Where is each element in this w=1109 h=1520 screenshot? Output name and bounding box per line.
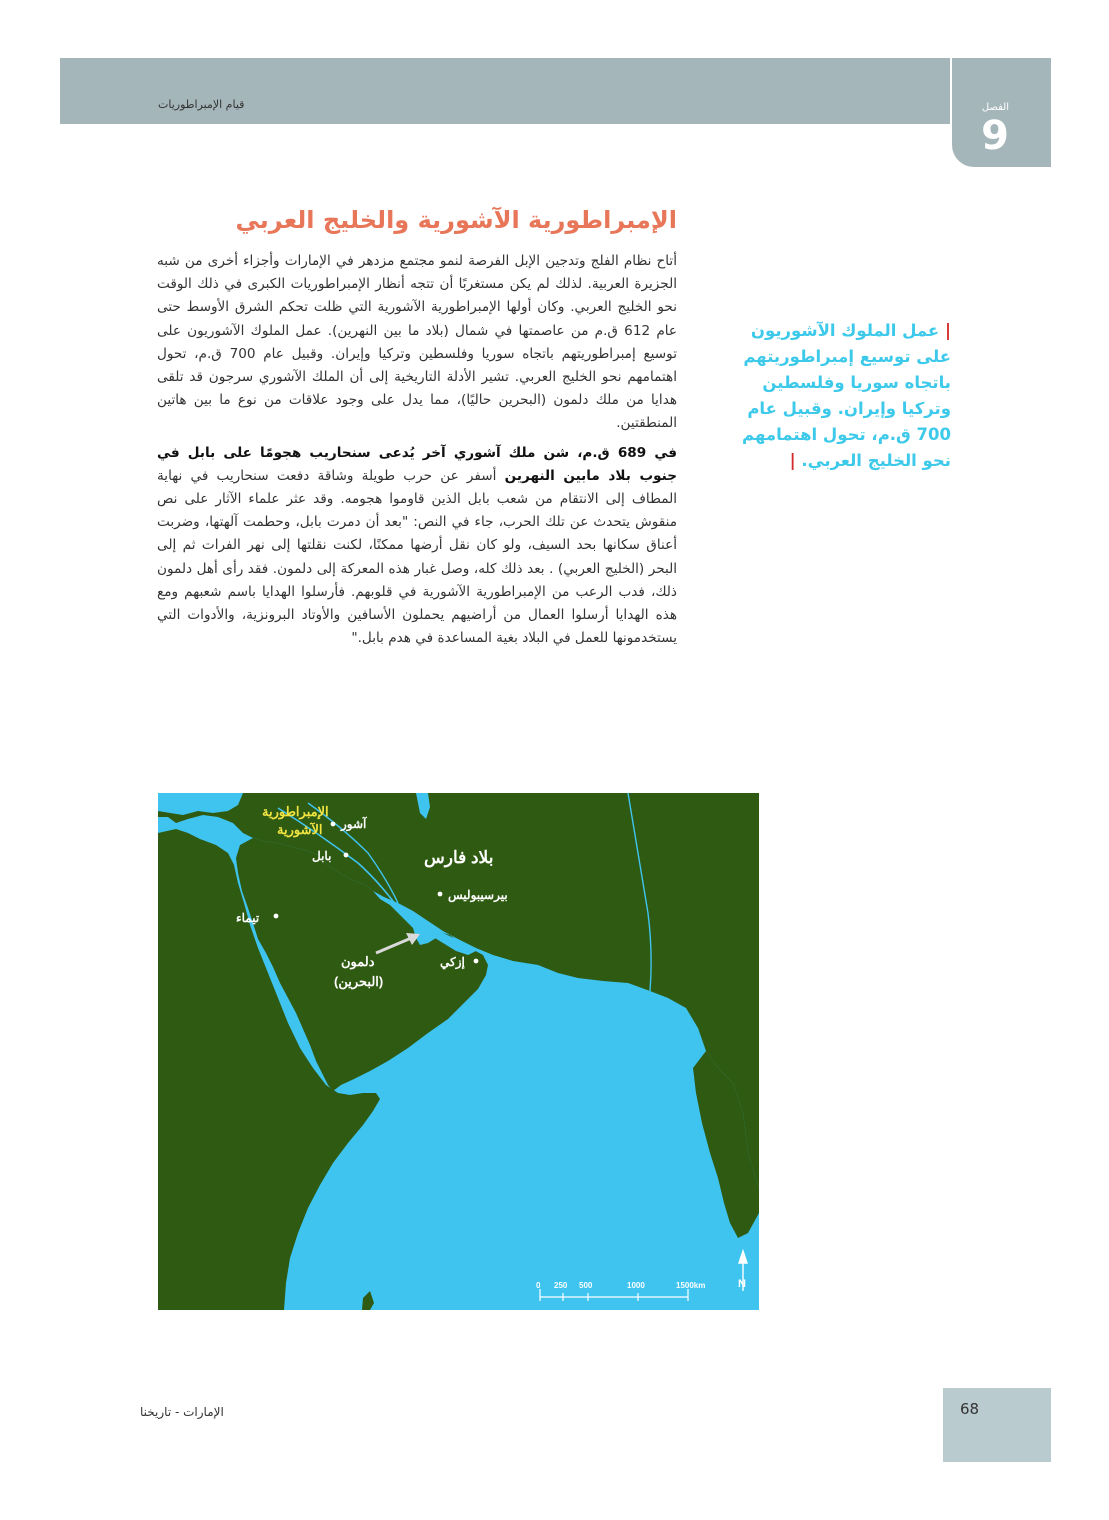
page-number: 68 bbox=[960, 1400, 980, 1418]
scale-label-1500km: 1500km bbox=[676, 1281, 706, 1290]
paragraph-1: أتاح نظام الفلج وتدجين الإبل الفرصة لنمو مجتمع مزدهر في الإمارات وأجزاء أخرى من شبه الجزيرة العربية. لذلك لم يكن مستغربًا أن تتجه أنظار الإمبراطوريات الكبرى في ذلك الوقت نحو الخليج العربي. وكان أولها الإمبراطورية الآشورية التي ظلت تحكم الشرق الأوسط حتى عام 612 ق.م من عاصمتها في شمال (بلاد ما بين النهرين). عمل الملوك الآشوريون على توسيع إمبراطوريتهم باتجاه سوريا وفلسطين وتركيا وإيران. وقبيل عام 700 ق.م، تحول اهتمامهم نحو الخليج العربي. تشير الأدلة التاريخية إلى أن الملك الآشوري سرجون قد تلقى هدايا من ملك دلمون (البحرين حاليًا)، مما يدل على وجود علاقات من نوع ما بين هاتين المنطقتين. bbox=[157, 253, 677, 432]
babylon-dot bbox=[344, 853, 349, 858]
running-header-title: قيام الإمبراطوريات bbox=[158, 98, 245, 111]
ashur-dot bbox=[331, 822, 336, 827]
side-note-bar-start: | bbox=[939, 321, 951, 340]
body-text bbox=[157, 250, 677, 656]
chapter-label: الفصل bbox=[981, 102, 1009, 113]
map-label-babylon: بابل bbox=[312, 849, 332, 863]
persepolis-dot bbox=[438, 892, 443, 897]
north-label: N bbox=[738, 1278, 746, 1290]
chapter-tab bbox=[952, 58, 1051, 167]
paragraph-2-rest: أسفر عن حرب طويلة وشاقة دفعت سنحاريب في نهاية المطاف إلى الانتقام من شعب بابل الذين قاوموا هجومه. وقد عثر علماء الآثار على نص منقوش يتحدث عن تلك الحرب، جاء في النص: "بعد أن دمرت بابل، وحطمت آلهتها، وضربت أعناق سكانها بحد السيف، ولو كان نقل أرضها ممكنًا، لكنت نقلتها إلى نهر الفرات ثم إلى البحر (الخليج العربي) . بعد ذلك كله، وصل غبار هذه المعركة إلى دلمون. فقد رأى أهل دلمون ذلك، فدب الرعب من الإمبراطورية الآشورية في قلوبهم. فأرسلوا الهدايا باسم شعبهم ومع هذه الهدايا أرسلوا العمال من أراضيهم يحملون الأسافين والأوتاد البرونزية، والأدوات التي يستخدمونها للعمل في البلاد بغية المساعدة في هدم بابل." bbox=[157, 467, 677, 647]
map-label-bahrain: (البحرين) bbox=[334, 974, 384, 989]
chapter-number: 9 bbox=[981, 113, 1009, 159]
section-title: الإمبراطورية الآشورية والخليج العربي bbox=[235, 206, 677, 234]
side-note-bar-end: | bbox=[789, 451, 802, 470]
header-band bbox=[60, 58, 950, 124]
paragraph-2 bbox=[157, 442, 677, 651]
map-label-persia: بلاد فارس bbox=[424, 848, 494, 867]
map-label-tayma: تيماء bbox=[236, 911, 260, 925]
map-label-persepolis: بيرسيبوليس bbox=[448, 888, 508, 902]
map bbox=[158, 793, 759, 1310]
footer-book-title: الإمارات - تاريخنا bbox=[140, 1405, 224, 1419]
side-note-text: عمل الملوك الآشوريون على توسيع إمبراطوريتهم باتجاه سوريا وفلسطين وتركيا وإيران. وقبيل عام 700 ق.م، تحول اهتمامهم نحو الخليج العربي. bbox=[742, 321, 951, 470]
scale-label-0: 0 bbox=[536, 1281, 541, 1290]
map-label-ashur: آشور bbox=[341, 817, 367, 831]
map-label-empire-2: الآشورية bbox=[277, 822, 323, 837]
tayma-dot bbox=[274, 914, 279, 919]
izki-dot bbox=[474, 959, 479, 964]
side-note bbox=[719, 318, 951, 474]
map-graphic bbox=[158, 793, 759, 1310]
paragraph-2-bold: في 689 ق.م، شن ملك آشوري آخر يُدعى سنحاريب هجومًا على بابل في جنوب بلاد مابين النهرين bbox=[157, 444, 677, 484]
scale-label-1000: 1000 bbox=[627, 1281, 645, 1290]
scale-label-250: 250 bbox=[554, 1281, 568, 1290]
map-label-dilmun: دلمون bbox=[341, 954, 375, 969]
map-label-izki: إزكي bbox=[440, 955, 465, 969]
map-label-empire-1: الإمبراطورية bbox=[262, 804, 329, 819]
scale-label-500: 500 bbox=[579, 1281, 593, 1290]
